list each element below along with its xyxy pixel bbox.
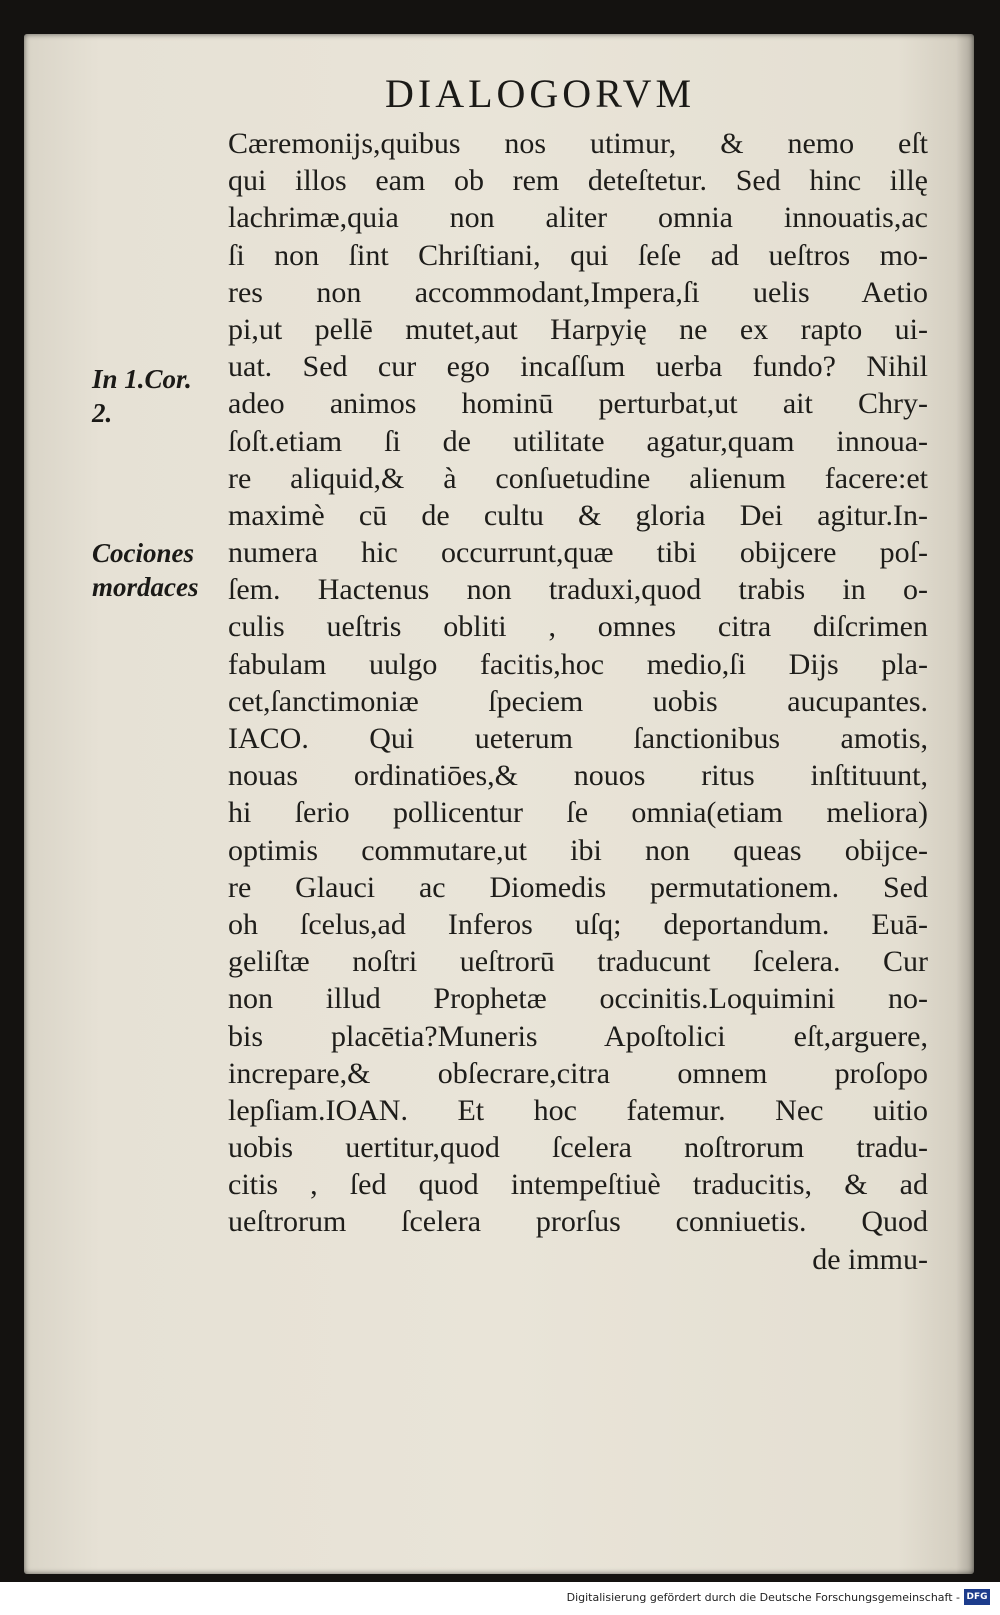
text-line: fabulam uulgo facitis,hoc medio,ſi Dijs pla- (228, 647, 928, 681)
text-line: qui illos eam ob rem deteſtetur. Sed hinc illę (228, 164, 928, 198)
text-line: maximè cū de cultu & gloria Dei agitur.In- (228, 498, 928, 532)
text-line: ſi non ſint Chriſtiani, qui ſeſe ad ueſtros mo- (228, 238, 928, 272)
dfg-logo: DFG (964, 1589, 990, 1605)
margin-note-topic-line1: Cociones (92, 538, 195, 568)
margin-note-topic (92, 536, 232, 604)
text-line: adeo animos hominū perturbat,ut ait Chry- (228, 387, 928, 421)
margin-note-reference (92, 362, 232, 430)
text-line: citis , ſed quod intempeſtiuè traducitis, & ad (228, 1168, 928, 1202)
text-line: non illud Prophetæ occinitis.Loquimini no- (228, 982, 928, 1016)
text-line: re aliquid,& à conſuetudine alienum facere:et (228, 461, 928, 495)
text-line: oh ſcelus,ad Inferos uſq; deportandum. Euā- (228, 907, 928, 941)
text-line: ſem. Hactenus non traduxi,quod trabis in o- (228, 573, 928, 607)
text-line: uobis uertitur,quod ſcelera noſtrorum tradu- (228, 1131, 928, 1165)
text-line: increpare,& obſecrare,citra omnem proſopo (228, 1056, 928, 1090)
text-line: ueſtrorum ſcelera prorſus conniuetis. Quod (228, 1205, 928, 1239)
footer-bar (0, 1582, 1000, 1615)
spine-shadow (956, 34, 974, 1574)
margin-note-reference-line2: 2. (92, 398, 113, 428)
text-line: re Glauci ac Diomedis permutationem. Sed (228, 870, 928, 904)
text-line: numera hic occurrunt,quæ tibi obijcere poſ- (228, 536, 928, 570)
text-line: IACO. Qui ueterum ſanctionibus amotis, (228, 722, 928, 755)
footer-credit: Digitalisierung gefördert durch die Deutsche Forschungsgemeinschaft - (566, 1591, 960, 1604)
text-line: de immu- (812, 1242, 928, 1276)
text-line: hi ſerio pollicentur ſe omnia(etiam meliora) (228, 796, 928, 830)
text-line: pi,ut pellē mutet,aut Harpyię ne ex rapto ui- (228, 312, 928, 346)
margin-note-reference-line1: In 1.Cor. (92, 364, 192, 394)
text-line: lachrimæ,quia non aliter omnia innouatis,ac (228, 201, 928, 235)
text-line: nouas ordinatiōes,& nouos ritus inſtituunt, (228, 759, 928, 793)
text-line: geliſtæ noſtri ueſtrorū traducunt ſcelera. Cur (228, 945, 928, 979)
text-line: bis placētia?Muneris Apoſtolici eſt,arguere, (228, 1019, 928, 1053)
text-line: culis ueſtris obliti , omnes citra diſcrimen (228, 610, 928, 644)
text-line: optimis commutare,ut ibi non queas obijce- (228, 833, 928, 867)
body-text (228, 125, 928, 1278)
text-line: lepſiam.IOAN. Et hoc fatemur. Nec uitio (228, 1093, 928, 1127)
text-line: res non accommodant,Impera,ſi uelis Aetio (228, 275, 928, 309)
running-head: DIALOGORVM (385, 71, 696, 116)
text-line: ſoſt.etiam ſi de utilitate agatur,quam innoua- (228, 424, 928, 458)
margin-note-topic-line2: mordaces (92, 572, 199, 602)
text-line: cet,ſanctimoniæ ſpeciem uobis aucupantes. (228, 684, 928, 718)
text-line: uat. Sed cur ego incaſſum uerba fundo? Nihil (228, 350, 928, 384)
text-line: Cæremonijs,quibus nos utimur, & nemo eſt (228, 127, 928, 160)
